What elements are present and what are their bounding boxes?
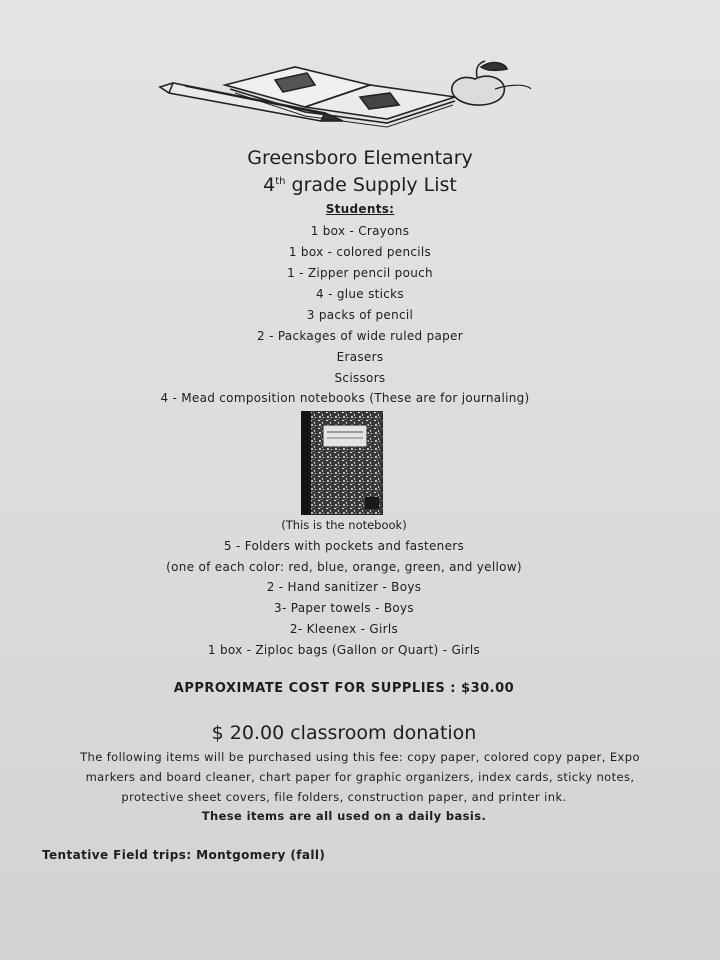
daily-use-note: These items are all used on a daily basis.	[201, 809, 487, 823]
students-heading: Students:	[325, 202, 395, 216]
composition-notebook-image	[301, 411, 383, 515]
list-title	[0, 174, 720, 196]
supply-item-note: (one of each color: red, blue, orange, green, and yellow)	[166, 560, 522, 574]
donation-title: $ 20.00 classroom donation	[211, 722, 477, 744]
supply-item: 3- Paper towels - Boys	[274, 601, 414, 615]
supply-item: 4 - glue sticks	[316, 287, 404, 301]
approximate-cost: APPROXIMATE COST FOR SUPPLIES : $30.00	[173, 681, 515, 696]
fee-description-line: markers and board cleaner, chart paper for graphic organizers, index cards, sticky notes,	[85, 770, 635, 784]
supply-item: 5 - Folders with pockets and fasteners	[223, 539, 465, 553]
supply-item: Scissors	[334, 371, 386, 385]
list-title-text: grade Supply List	[285, 174, 457, 196]
supply-item: 1 box - Crayons	[310, 224, 410, 238]
supply-item: 1 box - colored pencils	[288, 245, 432, 259]
supply-item: 3 packs of pencil	[306, 308, 414, 322]
field-trips: Tentative Field trips: Montgomery (fall)	[42, 848, 326, 862]
school-name: Greensboro Elementary	[247, 147, 473, 169]
pencil-book-apple-clipart-icon	[155, 55, 535, 130]
grade-suffix: th	[275, 176, 286, 187]
supply-item: 4 - Mead composition notebooks (These are for journaling)	[160, 391, 530, 405]
supply-item: 2 - Packages of wide ruled paper	[257, 329, 463, 343]
supply-item: 1 - Zipper pencil pouch	[287, 266, 433, 280]
supply-item: 2- Kleenex - Girls	[289, 622, 399, 636]
fee-description-line: protective sheet covers, file folders, construction paper, and printer ink.	[121, 790, 567, 804]
supply-item: Erasers	[336, 350, 384, 364]
grade-number: 4	[263, 174, 276, 196]
supply-item: 2 - Hand sanitizer - Boys	[266, 580, 422, 594]
supply-item: 1 box - Ziploc bags (Gallon or Quart) - Girls	[207, 643, 481, 657]
notebook-caption: (This is the notebook)	[281, 518, 407, 532]
fee-description-line: The following items will be purchased using this fee: copy paper, colored copy paper, Expo	[80, 750, 640, 764]
